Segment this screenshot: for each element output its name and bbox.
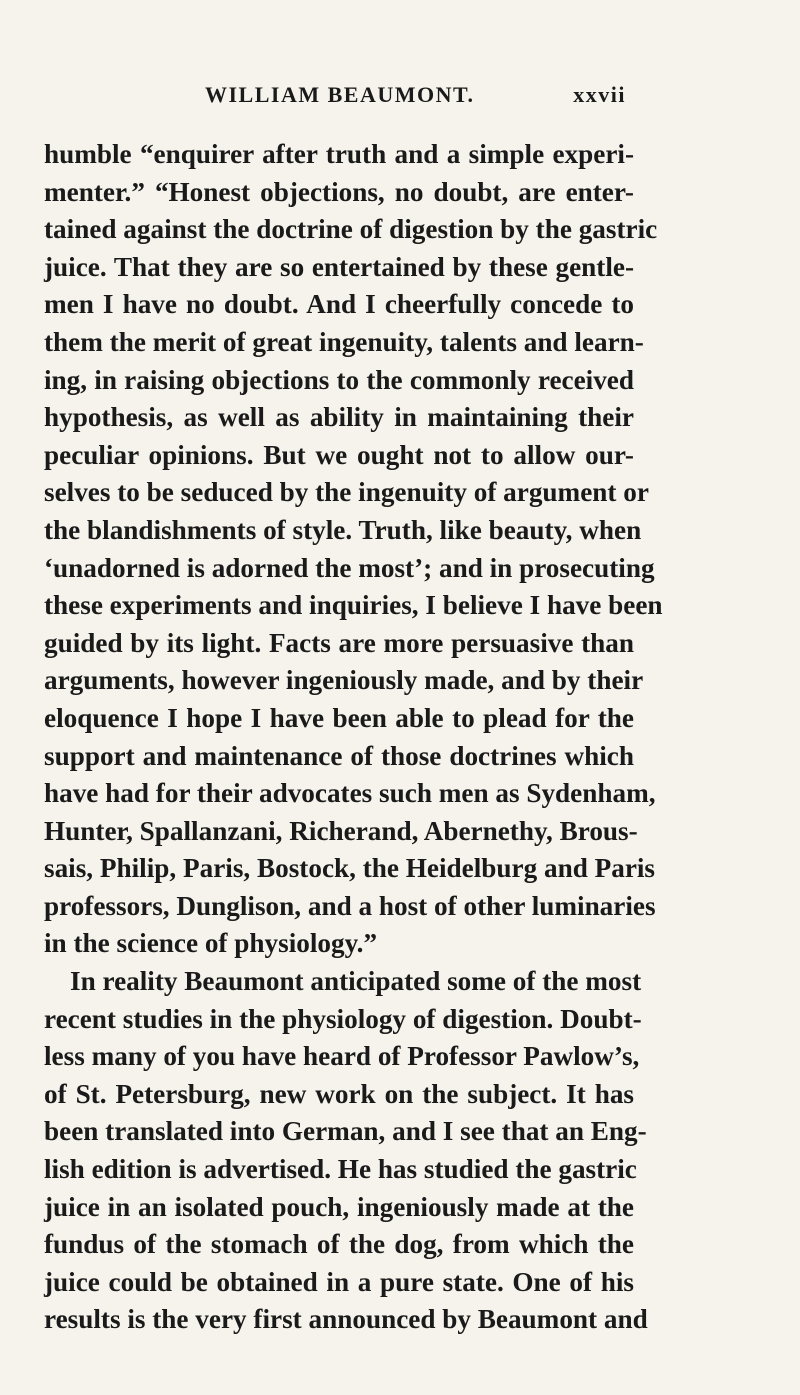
text-line: In reality Beaumont anticipated some of the most xyxy=(70,966,642,997)
text-line: them the merit of great ingenuity, talents and learn- xyxy=(44,326,644,357)
text-line: men I have no doubt. And I cheerfully concede to xyxy=(44,289,634,320)
text-line: juice in an isolated pouch, ingeniously made at the xyxy=(44,1191,634,1222)
text-line: been translated into German, and I see that an Eng- xyxy=(44,1116,647,1147)
text-line: humble “enquirer after truth and a simple experi- xyxy=(44,139,634,169)
text-line: hypothesis, as well as ability in maintaining their xyxy=(44,402,634,433)
text-line: peculiar opinions. But we ought not to allow our- xyxy=(44,439,634,470)
text-line: sais, Philip, Paris, Bostock, the Heidelburg and Paris xyxy=(44,853,656,884)
text-line: tained against the doctrine of digestion by the gastric xyxy=(44,214,658,245)
text-line: juice could be obtained in a pure state. One of his xyxy=(44,1266,634,1297)
running-title: WILLIAM BEAUMONT. xyxy=(205,82,475,107)
text-line: recent studies in the physiology of digestion. Doubt- xyxy=(44,1003,642,1034)
text-line: menter.” “Honest objections, no doubt, are enter- xyxy=(44,176,634,207)
text-line: professors, Dunglison, and a host of other luminaries xyxy=(44,890,656,921)
text-line: fundus of the stomach of the dog, from which the xyxy=(44,1229,634,1260)
text-line: ‘unadorned is adorned the most’; and in prosecuting xyxy=(44,552,655,583)
text-line: these experiments and inquiries, I believe I have been xyxy=(44,590,663,621)
text-line: arguments, however ingeniously made, and by their xyxy=(44,665,644,696)
text-line: juice. That they are so entertained by these gentle- xyxy=(44,251,634,282)
text-line: selves to be seduced by the ingenuity of argument or xyxy=(44,477,649,508)
text-line: of St. Petersburg, new work on the subject. It has xyxy=(44,1078,634,1109)
text-line: guided by its light. Facts are more persuasive than xyxy=(44,627,634,658)
text-line: Hunter, Spallanzani, Richerand, Abernethy, Brous- xyxy=(44,815,638,846)
text-line: the blandishments of style. Truth, like beauty, when xyxy=(44,514,642,545)
text-line: have had for their advocates such men as Sydenham, xyxy=(44,778,656,809)
text-line: support and maintenance of those doctrines which xyxy=(44,740,634,771)
text-line: in the science of physiology.” xyxy=(44,928,378,959)
text-line: ing, in raising objections to the commonly received xyxy=(44,364,634,395)
text-line: eloquence I hope I have been able to plead for the xyxy=(44,702,634,733)
body-text xyxy=(44,136,663,1339)
text-line: less many of you have heard of Professor Pawlow’s, xyxy=(44,1041,640,1072)
page-number: xxvii xyxy=(573,82,626,107)
text-line: results is the very first announced by Beaumont and xyxy=(44,1304,648,1335)
text-line: lish edition is advertised. He has studied the gastric xyxy=(44,1154,637,1185)
